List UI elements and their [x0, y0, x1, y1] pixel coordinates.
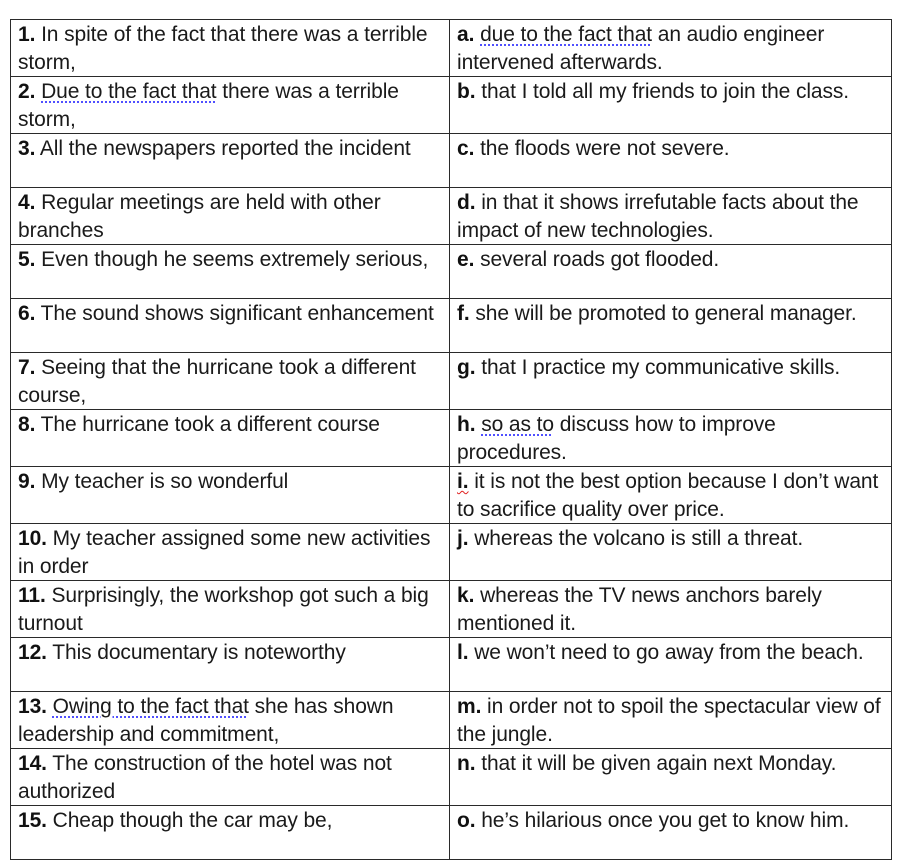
- sentence-end-cell: [450, 638, 892, 692]
- item-letter: h.: [457, 413, 476, 436]
- sentence-end-cell: [450, 188, 892, 245]
- item-number: 7.: [18, 356, 36, 379]
- sentence-end-cell: [450, 410, 892, 467]
- item-number: 1.: [18, 23, 36, 46]
- text-pre: The hurricane took a different course: [35, 413, 380, 436]
- sentence-end-cell: [450, 353, 892, 410]
- table-row: [11, 524, 892, 581]
- sentence-start-cell: [11, 299, 450, 353]
- text-pre: whereas the volcano is still a threat.: [468, 527, 804, 550]
- text-pre: Cheap though the car may be,: [46, 809, 333, 832]
- item-number: 5.: [18, 248, 36, 271]
- sentence-start-cell: [11, 806, 450, 860]
- table-row: [11, 692, 892, 749]
- item-letter: l.: [457, 641, 469, 664]
- table-row: [11, 581, 892, 638]
- item-number: 6.: [18, 302, 36, 325]
- text-pre: The construction of the hotel was not authorized: [18, 752, 392, 803]
- grammar-flag-text: Due to the fact that: [41, 80, 217, 103]
- sentence-start-cell: [11, 353, 450, 410]
- text-pre: that I told all my friends to join the class.: [475, 80, 850, 103]
- table-row: [11, 134, 892, 188]
- item-letter: b.: [457, 80, 476, 103]
- table-row: [11, 77, 892, 134]
- table-row: [11, 467, 892, 524]
- item-letter: g.: [457, 356, 476, 379]
- sentence-end-cell: [450, 134, 892, 188]
- item-number: 12.: [18, 641, 47, 664]
- sentence-start-cell: [11, 749, 450, 806]
- sentence-end-cell: [450, 467, 892, 524]
- text-pre: several roads got flooded.: [474, 248, 720, 271]
- item-number: 11.: [18, 584, 46, 607]
- text-pre: Seeing that the hurricane took a different course,: [18, 356, 416, 407]
- sentence-start-cell: [11, 692, 450, 749]
- matching-exercise-table: [10, 19, 892, 860]
- sentence-end-cell: [450, 581, 892, 638]
- item-number: 13.: [18, 695, 47, 718]
- grammar-flag-text: so as to: [481, 413, 554, 436]
- table-row: [11, 806, 892, 860]
- text-pre: Even though he seems extremely serious,: [35, 248, 429, 271]
- item-letter: e.: [457, 248, 475, 271]
- sentence-start-cell: [11, 410, 450, 467]
- item-letter: d.: [457, 191, 476, 214]
- text-pre: In spite of the fact that there was a terrible storm,: [18, 23, 428, 74]
- item-letter: c.: [457, 137, 475, 160]
- text-pre: The sound shows significant enhancement: [35, 302, 434, 325]
- sentence-start-cell: [11, 245, 450, 299]
- table-row: [11, 638, 892, 692]
- item-number: 9.: [18, 470, 36, 493]
- text-pre: he’s hilarious once you get to know him.: [475, 809, 850, 832]
- item-letter: n.: [457, 752, 476, 775]
- text-post: she has shown leadership and commitment,: [18, 695, 394, 746]
- sentence-start-cell: [11, 581, 450, 638]
- text-pre: Surprisingly, the workshop got such a big turnout: [18, 584, 429, 635]
- sentence-end-cell: [450, 749, 892, 806]
- grammar-flag-text: due to the fact that: [480, 23, 653, 46]
- text-pre: This documentary is noteworthy: [46, 641, 346, 664]
- sentence-start-cell: [11, 524, 450, 581]
- table-row: [11, 353, 892, 410]
- text-pre: Regular meetings are held with other branches: [18, 191, 381, 242]
- item-letter: a.: [457, 23, 475, 46]
- sentence-end-cell: [450, 806, 892, 860]
- text-pre: we won’t need to go away from the beach.: [468, 641, 864, 664]
- item-number: 15.: [18, 809, 47, 832]
- text-pre: My teacher is so wonderful: [35, 470, 289, 493]
- text-pre: the floods were not severe.: [474, 137, 730, 160]
- table-row: [11, 410, 892, 467]
- item-letter: o.: [457, 809, 476, 832]
- sentence-start-cell: [11, 77, 450, 134]
- item-number: 4.: [18, 191, 36, 214]
- text-pre: All the newspapers reported the incident: [35, 137, 411, 160]
- item-letter: i.: [457, 470, 469, 493]
- text-pre: whereas the TV news anchors barely mentioned it.: [457, 584, 822, 635]
- table-row: [11, 245, 892, 299]
- item-letter: j.: [457, 527, 469, 550]
- text-pre: My teacher assigned some new activities in order: [18, 527, 431, 578]
- text-pre: in that it shows irrefutable facts about the impact of new technologies.: [457, 191, 859, 242]
- sentence-start-cell: [11, 134, 450, 188]
- text-pre: in order not to spoil the spectacular view of the jungle.: [457, 695, 881, 746]
- text-post: an audio engineer intervened afterwards.: [457, 23, 825, 74]
- sentence-start-cell: [11, 20, 450, 77]
- sentence-end-cell: [450, 299, 892, 353]
- item-letter: f.: [457, 302, 470, 325]
- sentence-start-cell: [11, 467, 450, 524]
- text-post: discuss how to improve procedures.: [457, 413, 776, 464]
- item-number: 14.: [18, 752, 47, 775]
- grammar-flag-text: Owing to the fact that: [52, 695, 249, 718]
- item-letter: m.: [457, 695, 482, 718]
- sentence-start-cell: [11, 638, 450, 692]
- item-number: 2.: [18, 80, 36, 103]
- item-number: 10.: [18, 527, 47, 550]
- item-number: 8.: [18, 413, 36, 436]
- item-letter: k.: [457, 584, 475, 607]
- sentence-end-cell: [450, 20, 892, 77]
- text-post: there was a terrible storm,: [18, 80, 399, 131]
- sentence-end-cell: [450, 245, 892, 299]
- text-pre: that it will be given again next Monday.: [475, 752, 837, 775]
- table-row: [11, 299, 892, 353]
- text-pre: she will be promoted to general manager.: [469, 302, 857, 325]
- item-number: 3.: [18, 137, 36, 160]
- table-row: [11, 20, 892, 77]
- sentence-start-cell: [11, 188, 450, 245]
- sentence-end-cell: [450, 692, 892, 749]
- sentence-end-cell: [450, 77, 892, 134]
- table-row: [11, 188, 892, 245]
- table-row: [11, 749, 892, 806]
- text-pre: it is not the best option because I don’t want to sacrifice quality over price.: [457, 470, 879, 521]
- text-pre: that I practice my communicative skills.: [475, 356, 841, 379]
- sentence-end-cell: [450, 524, 892, 581]
